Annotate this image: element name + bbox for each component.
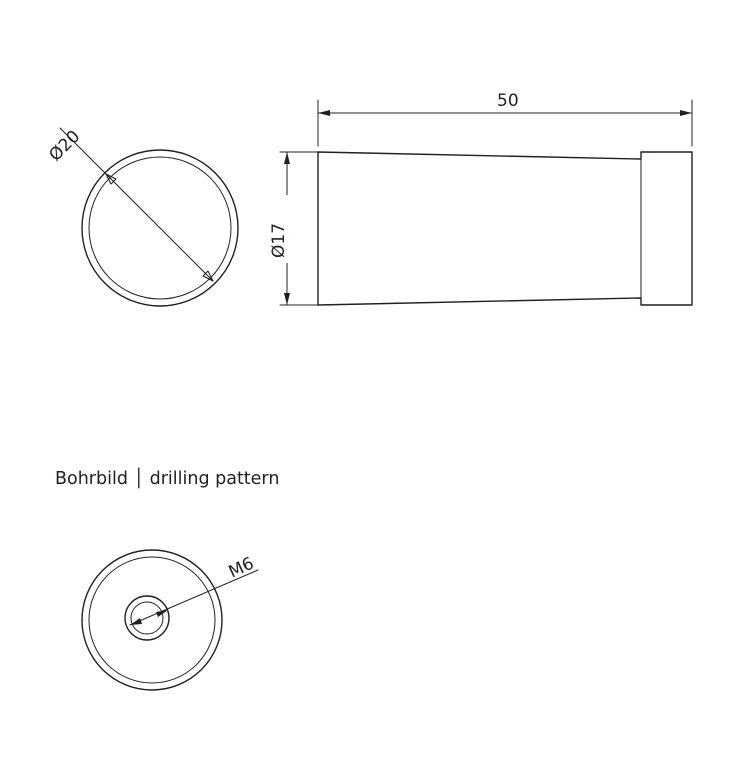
drilling-pattern-caption: Bohrbild │ drilling pattern xyxy=(55,469,280,489)
arrowhead-length-left xyxy=(318,110,330,116)
inner-diameter-label: Ø17 xyxy=(269,222,289,258)
drilling-pattern-circle xyxy=(82,550,222,690)
outer-diameter-label: Ø20 xyxy=(45,126,85,166)
outer-diameter-leader-line xyxy=(78,146,213,281)
profile-outline xyxy=(318,152,692,305)
inner-diameter-dimension xyxy=(268,152,322,305)
arrowhead-d17-top xyxy=(284,152,290,164)
outer-diameter-dimension xyxy=(45,127,213,281)
drill-mid-circle xyxy=(89,557,215,683)
drill-outer-circle xyxy=(82,550,222,690)
side-view-profile xyxy=(318,152,692,305)
arrowhead-length-right xyxy=(680,110,692,116)
length-label: 50 xyxy=(497,91,519,111)
length-dimension xyxy=(318,88,692,146)
arrowhead-thread-right xyxy=(156,610,168,617)
arrowhead-d17-bottom xyxy=(284,293,290,305)
thread-label: M6 xyxy=(225,553,258,583)
